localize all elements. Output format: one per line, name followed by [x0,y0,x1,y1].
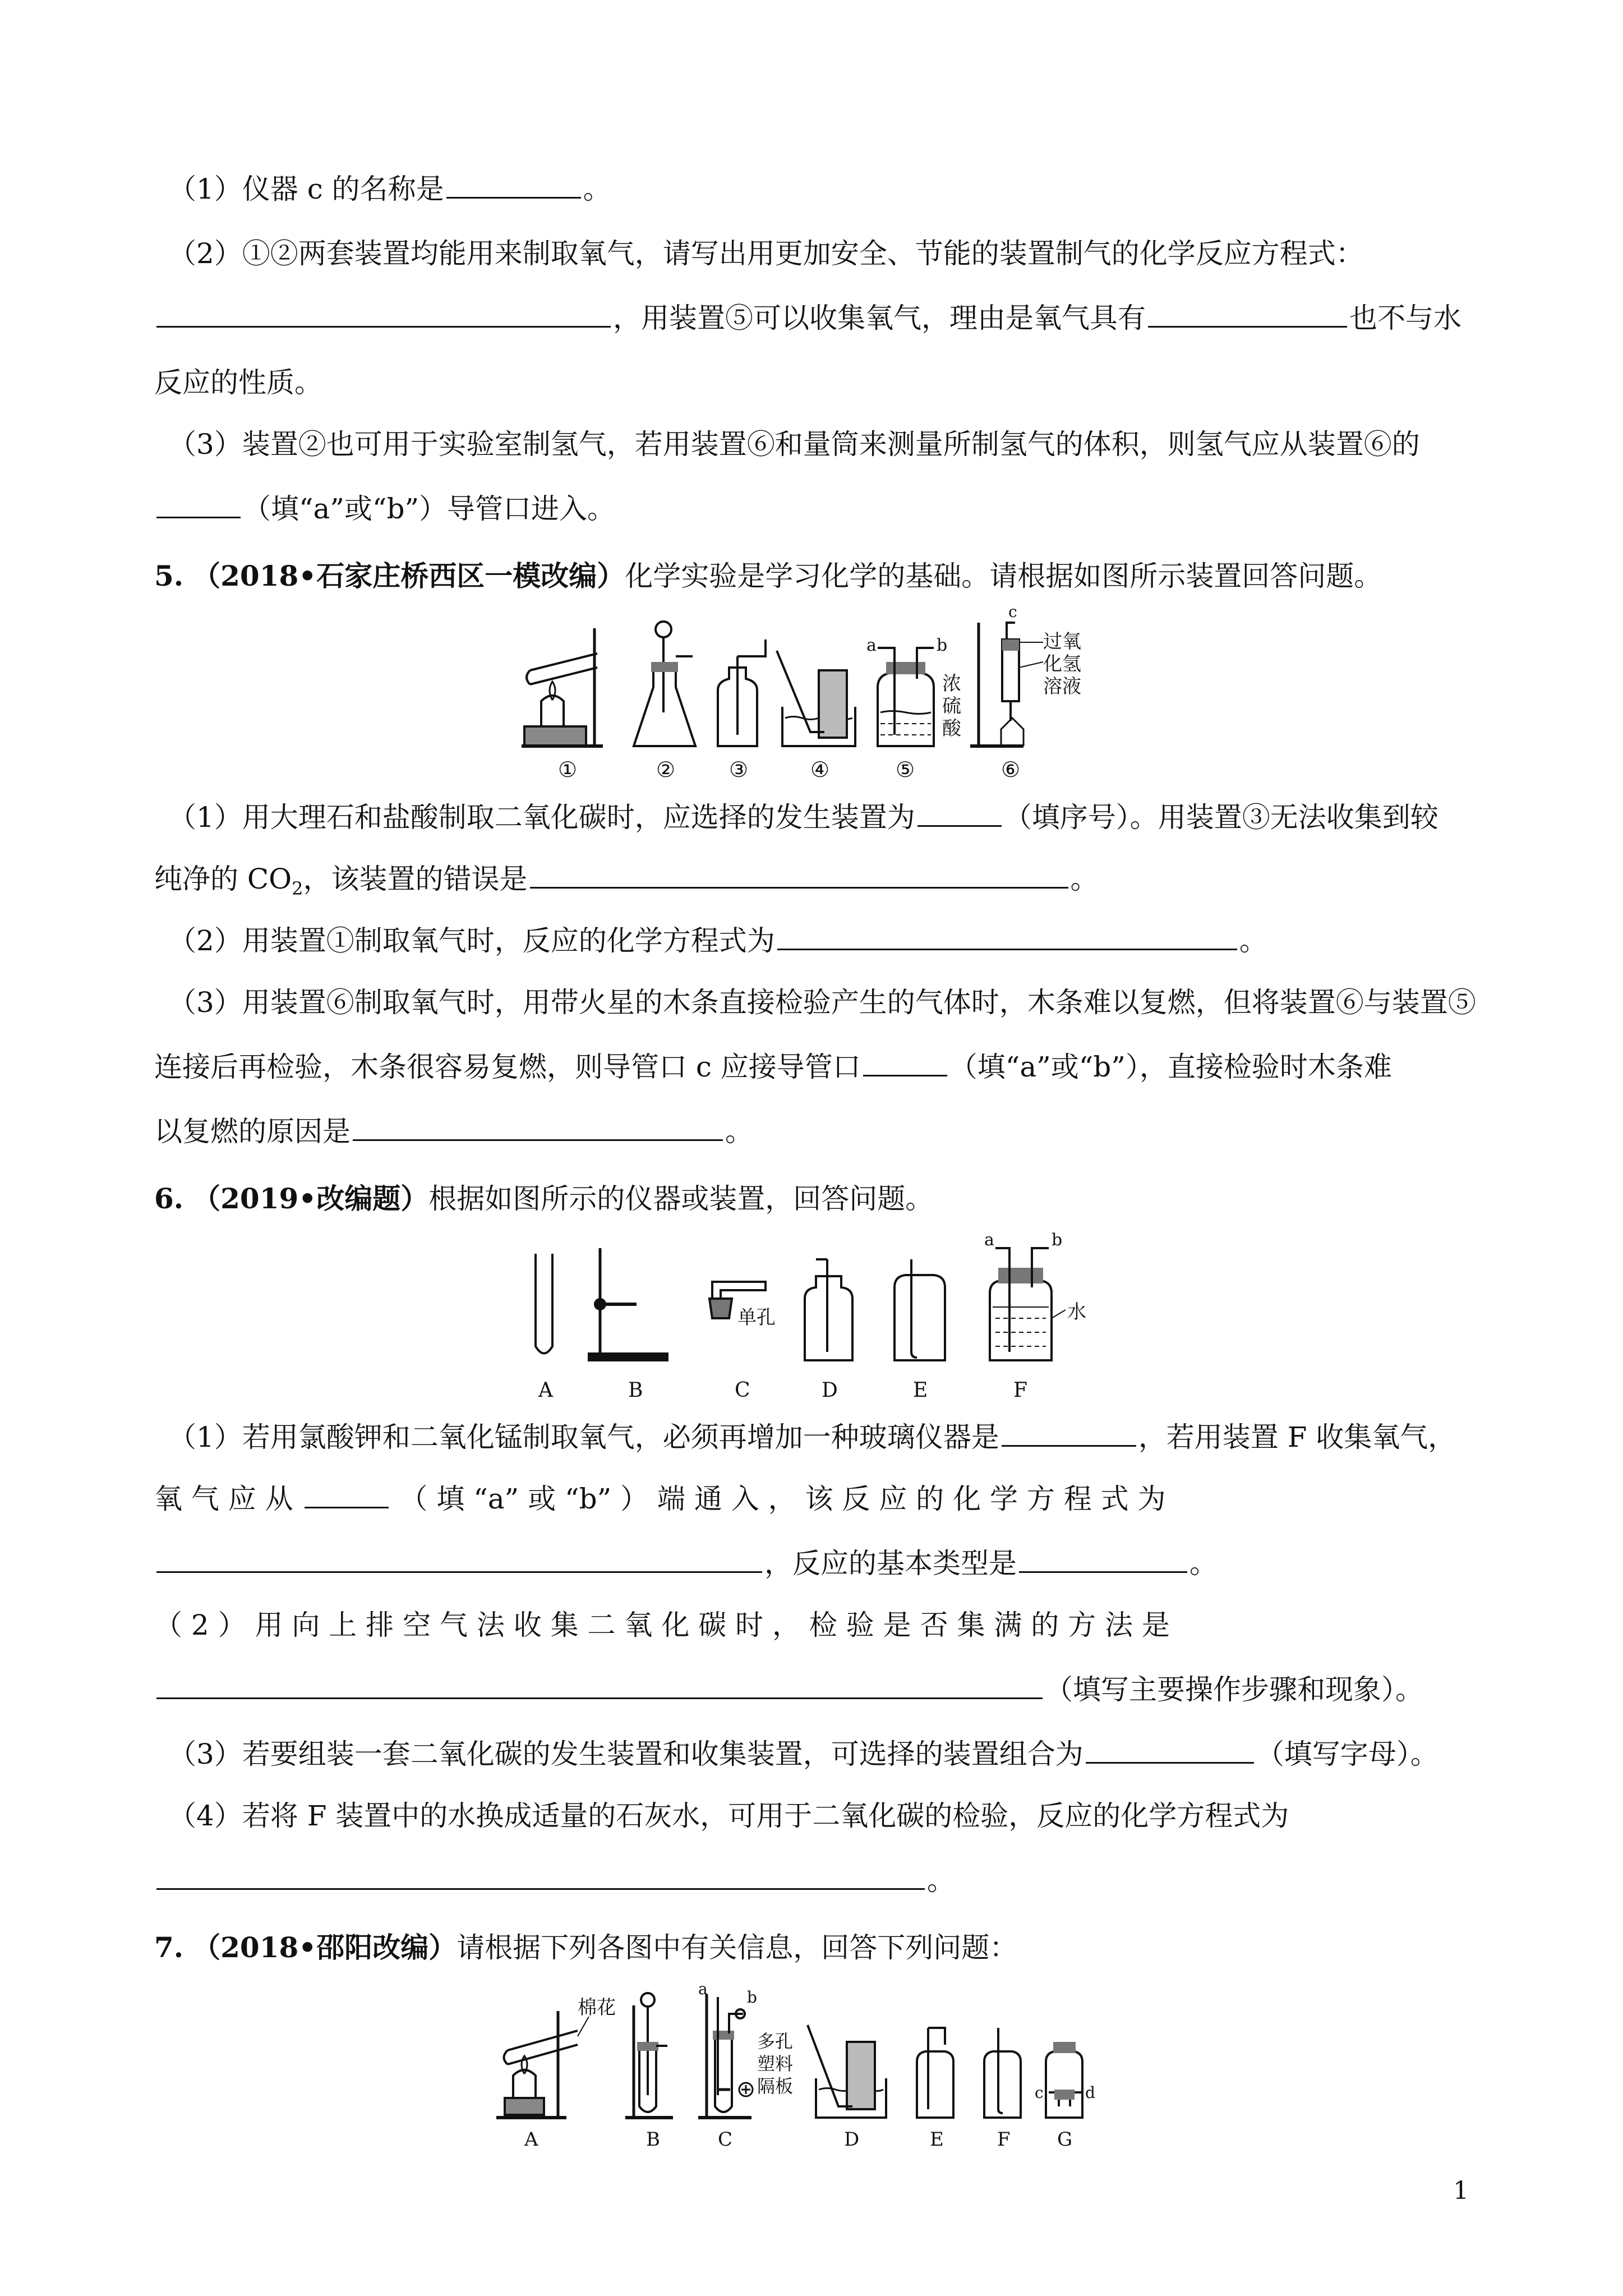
svg-text:C: C [735,1379,750,1402]
apparatus-2 [634,622,695,746]
svg-text:化氢: 化氢 [1043,653,1081,675]
q6-part4-line1: （4）若将 F 装置中的水换成适量的石灰水，可用于二氧化碳的检验，反应的化学方程式为 [168,1800,1289,1832]
answer-blank[interactable] [156,303,611,328]
answer-blank[interactable] [1086,1740,1254,1764]
question-number: 7. [154,1931,184,1964]
answer-blank[interactable] [156,1675,1043,1699]
svg-text:G: G [1057,2128,1073,2151]
svg-text:酸: 酸 [942,717,961,740]
apparatus-C-stopper [709,1282,776,1329]
q6-part4-line2: 。 [154,1862,1483,1898]
answer-blank[interactable] [156,1549,762,1573]
question-stem: 化学实验是学习化学的基础。请根据如图所示装置回答问题。 [625,560,1382,592]
svg-text:塑料: 塑料 [757,2053,794,2074]
q6-part1-line3: ，反应的基本类型是 。 [154,1545,1483,1581]
answer-blank[interactable] [156,1866,925,1890]
question-stem: 根据如图所示的仪器或装置，回答问题。 [428,1182,934,1215]
q5-part1-line2: 纯净的 $CO_2$，该装置的错误是 。 [154,863,1099,899]
apparatus-labels [524,2128,1072,2151]
svg-text:E: E [930,2128,944,2151]
svg-text:浓: 浓 [942,673,961,695]
port-b-label: b [937,636,948,655]
page-number: 1 [1453,2177,1469,2205]
q4-part3-line2: （填“a”或“b”）导管口进入。 [154,491,1483,527]
q6-heading [154,1181,1483,1217]
port-a-label: a [984,1230,994,1250]
q6-part2-line1: （ 2 ） 用 向 上 排 空 气 法 收 集 二 氧 化 碳 时 ， 检 验 是 否 集 满 的 方 法 是 [154,1609,1170,1641]
q4-part2-line2: ，用装置⑤可以收集氧气，理由是氧气具有 也不与水 [154,300,1483,336]
answer-blank[interactable] [446,174,581,199]
q6-part3: （3）若要组装一套二氧化碳的发生装置和收集装置，可选择的装置组合为 （填写字母）。 [168,1738,1438,1770]
q7-heading [154,1930,1483,1966]
svg-text:F: F [997,2128,1011,2151]
answer-blank[interactable] [305,1484,389,1508]
svg-text:⑤: ⑤ [896,757,915,782]
svg-text:多孔: 多孔 [757,2031,794,2052]
answer-blank[interactable] [156,494,241,518]
apparatus-D [808,2025,886,2118]
answer-blank[interactable] [1002,1423,1136,1447]
cotton-label: 棉花 [578,1996,616,2019]
svg-text:D: D [844,2128,860,2151]
port-a-label: a [866,636,877,655]
q4-part2-line3: 反应的性质。 [154,366,322,399]
q5-heading [154,558,1483,594]
q6-part1-line2: 氧 气 应 从 （ 填 “a” 或 “b” ） 端 通 入 ， 该 反 应 的 化 学 方 程 式 为 [154,1483,1166,1515]
answer-blank[interactable] [777,926,1237,950]
q6-part1-line1: （1）若用氯酸钾和二氧化锰制取氧气，必须再增加一种玻璃仪器是 ，若用装置 F 收集氧气， [168,1421,1456,1453]
q7-apparatus-figure [494,1983,1144,2151]
apparatus-C [698,1983,793,2118]
question-source: （2019•改编题） [192,1182,429,1215]
q4-part3-line1: （3）装置②也可用于实验室制氢气，若用装置⑥和量筒来测量所制氢气的体积，则氢气应从装置⑥的 [168,428,1420,461]
apparatus-A [496,1996,616,2118]
q4-part1: （1）仪器 c 的名称是 。 [168,173,611,205]
apparatus-5 [866,636,962,746]
apparatus-F-water-bottle [984,1230,1086,1360]
q4-part2-line1: （2）①②两套装置均能用来制取氧气，请写出用更加安全、节能的装置制气的化学反应方程式： [168,237,1364,270]
answer-blank[interactable] [863,1052,947,1076]
q5-apparatus-figure [519,606,1091,785]
q5-part3-line2: 连接后再检验，木条很容易复燃，则导管口 c 应接导管口 （填“a”或“b”），直接检验时木条难 [154,1051,1392,1083]
svg-text:③: ③ [729,757,749,782]
answer-blank[interactable] [353,1117,723,1141]
apparatus-D-gas-jar [805,1259,852,1360]
answer-blank[interactable] [917,803,1002,827]
q6-part2-line2: （填写主要操作步骤和现象）。 [154,1672,1483,1708]
answer-blank[interactable] [1019,1549,1187,1573]
apparatus-E [917,2028,953,2118]
svg-text:C: C [718,2128,733,2151]
apparatus-3 [718,639,766,746]
svg-text:溶液: 溶液 [1043,675,1081,698]
svg-text:A: A [538,1379,553,1402]
question-stem: 请根据下列各图中有关信息，回答下列问题： [457,1931,1018,1964]
svg-text:硫: 硫 [942,695,961,717]
q5-part2: （2）用装置①制取氧气时，反应的化学方程式为 。 [168,924,1267,957]
svg-text:E: E [913,1379,928,1402]
question-source: （2018•邵阳改编） [192,1931,457,1964]
apparatus-4 [777,651,855,746]
single-hole-label: 单孔 [737,1306,776,1329]
svg-text:过氧: 过氧 [1043,631,1081,653]
port-c-label: c [1035,2083,1044,2102]
apparatus-G [1035,2042,1095,2118]
q6-apparatus-figure [524,1226,1130,1411]
apparatus-A-test-tube [536,1254,552,1354]
apparatus-B [625,1993,673,2118]
svg-text:④: ④ [810,757,830,782]
water-label: 水 [1067,1301,1086,1323]
svg-text:⑥: ⑥ [1001,757,1021,782]
svg-text:隔板: 隔板 [757,2076,794,2097]
answer-blank[interactable] [1148,303,1347,328]
q5-part3-line3: 以复燃的原因是 。 [154,1115,753,1148]
apparatus-6 [970,606,1081,746]
svg-text:B: B [646,2128,660,2151]
answer-blank[interactable] [530,864,1068,889]
apparatus-E-bottle [895,1259,945,1360]
apparatus-labels [538,1379,1027,1402]
question-source: （2018•石家庄桥西区一模改编） [192,559,625,592]
svg-text:A: A [524,2128,538,2151]
port-b-label: b [1052,1230,1063,1250]
apparatus-B-iron-stand [589,1248,667,1360]
apparatus-labels [558,757,1020,782]
question-number: 5. [154,559,184,592]
port-b-label: b [747,1988,757,2007]
question-number: 6. [154,1182,184,1215]
svg-text:B: B [628,1379,643,1402]
q5-part3-line1: （3）用装置⑥制取氧气时，用带火星的木条直接检验产生的气体时，木条难以复燃，但将装置⑥与装置⑤ [168,986,1476,1019]
svg-text:②: ② [656,757,676,782]
svg-text:①: ① [558,757,578,782]
port-c-label: c [1008,606,1017,621]
q5-part1-line1: （1）用大理石和盐酸制取二氧化碳时，应选择的发生装置为 （填序号）。用装置③无法收集到较 [168,801,1438,834]
port-a-label: a [698,1983,708,1998]
svg-text:F: F [1013,1379,1027,1402]
apparatus-F [984,2028,1021,2118]
port-d-label: d [1085,2083,1095,2102]
apparatus-1 [522,628,603,746]
svg-text:D: D [822,1379,838,1402]
